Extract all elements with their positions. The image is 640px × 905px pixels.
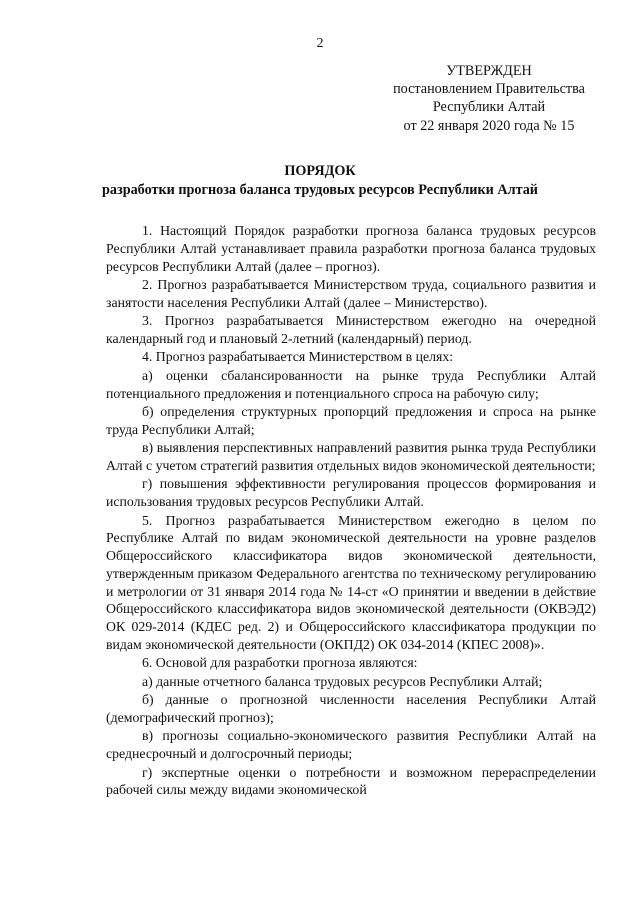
document-title (0, 162, 640, 199)
paragraph-4v: в) выявления перспективных направлений развития рынка труда Республики Алтай с учетом стратегий развития отдельных видов экономической деятельности; (106, 440, 596, 473)
paragraph-1: 1. Настоящий Порядок разработки прогноза баланса трудовых ресурсов Республики Алтай устанавливает правила разработки прогноза баланса трудовых ресурсов Республики Алтай (далее – прогноз). (106, 223, 596, 274)
document-body (106, 222, 596, 799)
approval-stamp (384, 62, 594, 135)
paragraph-4: 4. Прогноз разрабатывается Министерством в целях: (142, 349, 454, 365)
paragraph-5: 5. Прогноз разрабатывается Министерством ежегодно в целом по Республике Алтай по видам экономической деятельности на уровне разделов Общероссийского классификатора видов экономической деятельности, утвержденным приказом Федерального агентства по техническому регулированию и метрологии от 31 января 2014 года № 14-ст «О принятии и введении в действие Общероссийского классификатора видов экономической деятельности (ОКВЭД2) ОК 029-2014 (КДЕС ред. 2) и Общероссийского классификатора продукции по видам экономической деятельности (ОКПД2) ОК 034-2014 (КПЕС 2008)». (106, 512, 596, 653)
approval-line-resolution: постановлением Правительства (393, 81, 585, 98)
paragraph-4a: а) оценки сбалансированности на рынке труда Республики Алтай потенциального предложения и потенциального спроса на рабочую силу; (106, 367, 596, 401)
approval-line-date: от 22 января 2020 года № 15 (403, 117, 575, 134)
page-number: 2 (316, 36, 324, 51)
paragraph-6v: в) прогнозы социально-экономического развития Республики Алтай на среднесрочный и долгосрочный периоды; (106, 728, 596, 762)
paragraph-2: 2. Прогноз разрабатывается Министерством труда, социального развития и занятости населения Республики Алтай (далее – Министерство). (106, 276, 596, 310)
approval-line-republic: Республики Алтай (432, 99, 546, 116)
paragraph-4g: г) повышения эффективности регулирования процессов формирования и использования трудовых ресурсов Республики Алтай. (106, 476, 596, 510)
paragraph-6: 6. Основой для разработки прогноза являются: (142, 655, 418, 671)
paragraph-4b: б) определения структурных пропорций предложения и спроса на рынке труда Республики Алтай; (106, 403, 596, 437)
paragraph-6g: г) экспертные оценки о потребности и возможном перераспределении рабочей силы между видами экономической (106, 764, 596, 798)
approval-line-approved: УТВЕРЖДЕН (446, 63, 532, 79)
title-heading: ПОРЯДОК (284, 163, 356, 179)
title-subheading: разработки прогноза баланса трудовых ресурсов Республики Алтай (102, 181, 538, 198)
paragraph-6b: б) данные о прогнозной численности населения Республики Алтай (демографический прогноз); (106, 692, 596, 726)
paragraph-3: 3. Прогноз разрабатывается Министерством ежегодно на очередной календарный год и плановый 2-летний (календарный) период. (106, 313, 596, 346)
paragraph-6a: а) данные отчетного баланса трудовых ресурсов Республики Алтай; (142, 673, 543, 689)
